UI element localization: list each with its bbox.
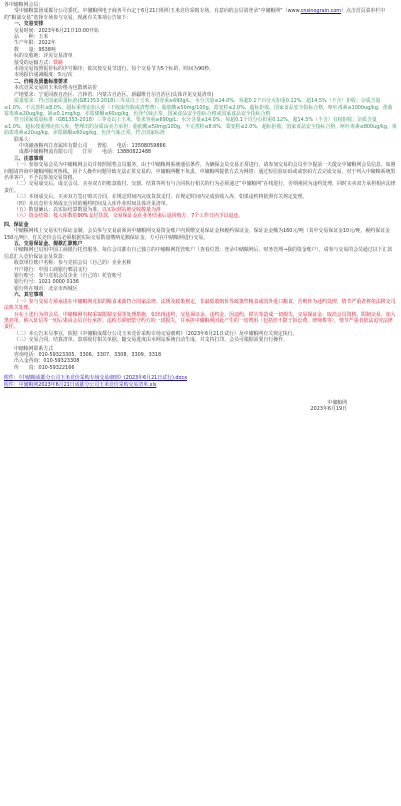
contact-2: 成都中储粮物流有限公司 江军 电话：13880822488: [19, 149, 152, 156]
bank-code: 银行行号：1021 0000 0136: [14, 279, 79, 286]
section-3-title: 三、注意事项: [14, 155, 44, 162]
section-5-title: 五、交易保证金、提款汇款账户: [14, 241, 83, 248]
other-3: （三）交易合同、结算清单、款项收付相关单据，随交易进度由本网站系统自动生成，并支持打印，会员可根据需要自行操作。: [14, 337, 288, 344]
section-6-title: 六、其它事项: [14, 292, 44, 299]
note-5-red: 以实际到站地交收数量为准: [102, 207, 161, 213]
trade-time: 交易时间：2023年6月21日10:00开始: [14, 27, 99, 34]
account-number: 银行账号：参与竞拍会员企业（自己的）托管账号: [14, 273, 122, 280]
account-intro: 中储粮网已启用中国工商银行托管服务，每位会员都有自己独立的中储粮网托管账户（查看位置：登录中储粮网后，财务管理→我的资金账户），请参与交易的会员通过以下汇款信息汇入竞价保证金及货款：: [4, 247, 393, 260]
fund-phone: 出入金咨询：010-59323308: [14, 358, 80, 365]
note-2: （二）交易成交后，成交会员、买卖双方的账款收付、交割、结算等所有与合同执行相关的行为必须通过“中储粮网”在线进行，否则视同为违约处理，同时买卖双方承担相应法律责任。: [4, 181, 396, 194]
quality-requirement-1: 质量要求：符合国家质量标准(GB1353-2018)三等及以上玉米，指容重≥690g/L；水分含量≤14.0%，每超0.1个百分点扣重0.12%，超14.5%（不含）拒收；杂质含量≤1.0%，不完善粒≤8.0%，超标重理论扣入库（不收取代收或清整费）；脂肪酸≤50mg/100g，霉变粒≤2.0%，超标拒收。国家食品安全指标合格，呕吐毒素≤1000ug/kg，黄曲霉毒素≤20ug/kg，镉≤0.1mg/kg，赤霉烯酮≤60ug/kg，色泽气味正常。国家食品安全指标合格或国家食品安全指标合格: [4, 98, 393, 117]
intro-post: ）点击首页菜单栏中的“粮油交易”选择专场参与交易。现就有关事项公告如下：: [4, 8, 386, 21]
other-1b: 存在上述行为的会员，中储粮网有权采取限制交易等处理措施，如出现违约，交易保证金、违约金、因违约、损失等造成一切损失，交易保证金、取消会员资格、限制交易、加入黑名单、纳入征信等一切后果由会员自行承担。违约方须赔偿守约方的一切损失，并承担中储粮网因此产生的一切费用（包括但不限于诉讼费、律师费等），情节严重者依法追究法律责任。: [4, 311, 396, 331]
section-2-title: 二、价格及质量标准要求: [14, 78, 68, 85]
note-4: （四）本次竞价专场成交合同的履约时间及入库作业时间具体详见清单。: [14, 200, 171, 207]
section-1-title: 一、交易安排: [14, 21, 44, 28]
note-3: （三）本场成交后，买卖双方签订购买合同，在规定时间内完成货款支付，在规定时间内完成验收入库，如果违约将依照有关规定处理。: [14, 194, 308, 201]
other-2: （二）本公告未尽事宜，依据《中储粮成都分公司玉米竞价采购专场交易细则》（2023年6月21日试行）及中储粮网有关规定执行。: [14, 330, 298, 337]
bank-city: 银行所在城市：北京市西城区: [14, 285, 78, 292]
delivery-place: 标的交收地：详见交易清单: [14, 53, 73, 60]
consult-phone: 咨询电话：010-59323305、3306、3307、3308、3309、3318: [14, 351, 162, 358]
contact-block-title: 中储粮网联系方式: [14, 345, 54, 352]
variety: 品 种：玉米: [14, 34, 49, 41]
attachment-list[interactable]: 附件：中储粮网2023年6月21日成都分公司玉米竞价采购交易清单.xls: [4, 381, 157, 388]
note-5-label: （五）数量确认：以实际结算数量为准。: [14, 207, 103, 213]
intro-paragraph: [4, 8, 397, 21]
note-6: （六）资金结算：按入库数的90%支付货款，交易保证金在业务结束后退回购方，7个工作日内予以退还。: [14, 213, 244, 220]
other-1: （一）参与交易方须承诺在中储粮网竞拍的粮食来源符合国家法律、法规及政策规定，非最低收购价等政策性粮食或国外进口粮食，否则作为违约处理，情节严重者将依法移交司法机关处理。: [4, 298, 396, 312]
attachment-rules[interactable]: 附件：《中储粮成都分公司玉米竞价采购专场交易细则》(2023年6月21日试行).docx: [4, 375, 188, 382]
quantity: 数 量：9538吨: [14, 46, 56, 53]
origin-requirement: 产地要求：宁夏回族自治区、吉林省、内蒙古自治区、新疆维吾尔自治区(具体详见交易清单): [14, 91, 214, 98]
intro-pre: 受中储粮集团成都分公司委托，中储粮网电子商务平台定于6月21日组织玉米竞价采购专场，有意向的会员请登录“中储粮网”（www.: [14, 8, 301, 15]
transport-value: 铁路: [53, 59, 63, 66]
price-step: 本场报价递减幅度：5元/次: [14, 72, 73, 79]
fax: 传 真：010-59322166: [14, 364, 75, 371]
section-4-title: 四、保证金: [4, 221, 29, 228]
production-year: 生产年限：2022年: [14, 40, 56, 47]
footer-date: 2023年6月19日: [310, 406, 347, 413]
account-name: 收款单位账户名称：参与竞拍会员（自己的）企业名称: [14, 260, 132, 267]
greeting: 各中储粮网会员：: [4, 2, 44, 8]
contact-title: 联系人：: [14, 136, 34, 143]
trade-order: 本场交易按照报价标的序号顺序，依次按交易节进行。每个交易节为5个标的，时间为90秒。: [14, 66, 215, 73]
site-link[interactable]: cnsinograin.com: [300, 8, 342, 15]
contact-1: 中央储备粮内江直属库有限公司 曾彪 电话：13508059866: [19, 142, 166, 149]
note-1: （一）参加交易会员为中储粮网会员并按照销售会员服务，由于中储粮网系统通信条件，为确保会员交易正常进行，请参加交易的会员至少提前一天提交中储粮网会员信息，如遇问题请咨询中储粮网服务热线。因个人操作问题导致无法正常交易的，中储粮网概不负责。中储粮网提供方式为网络：通过短信验证码或或密码方式完成交易，对于列入中储粮系统黑名单客户，不予以参加交易资格。: [4, 162, 396, 181]
transport-label: 接受的运输方式：: [14, 59, 54, 66]
deposit-text: 中储粮网线上交易实行保证金制，会员参与交易前须向中储粮网交易资金账户内预缴交易保证金和履约保证金。保证金金额为160元/吨（其中交易保证金10元/吨，履约保证金150元/吨），有关竞价会员必须根据实际交易数量缴纳足额保证金，方可在中储粮网进行交易。: [4, 228, 390, 241]
account-bank: 开户银行：中国工商银行郫县支行: [14, 266, 88, 273]
quality-requirement-2: 符合国家质量标准（GB1353-2018）三等及以上玉米，要求容重≥690g/L；水分含量≤14.0%，每超0.1个百分点扣重0.12%，超14.5%（不含）有权拒收；杂质含量≤1.0%，超标按重理论扣入库，整理出的杂质由卖方承担；脂肪酸≤50mg/100g，不完善粒≤8.0%，霉变粒≤2.0%，超标拒收。国家食品安全指标合格，呕吐毒素≤800ug/kg，黄曲霉毒素≤20ug/kg，赤霉烯酮≤60ug/kg，色泽气味正常。符合国家标准: [4, 117, 397, 137]
footer-org: 中储粮网: [327, 399, 347, 406]
price-basis: 本次竞采交易的玉米价格为包散到站价: [14, 85, 98, 92]
